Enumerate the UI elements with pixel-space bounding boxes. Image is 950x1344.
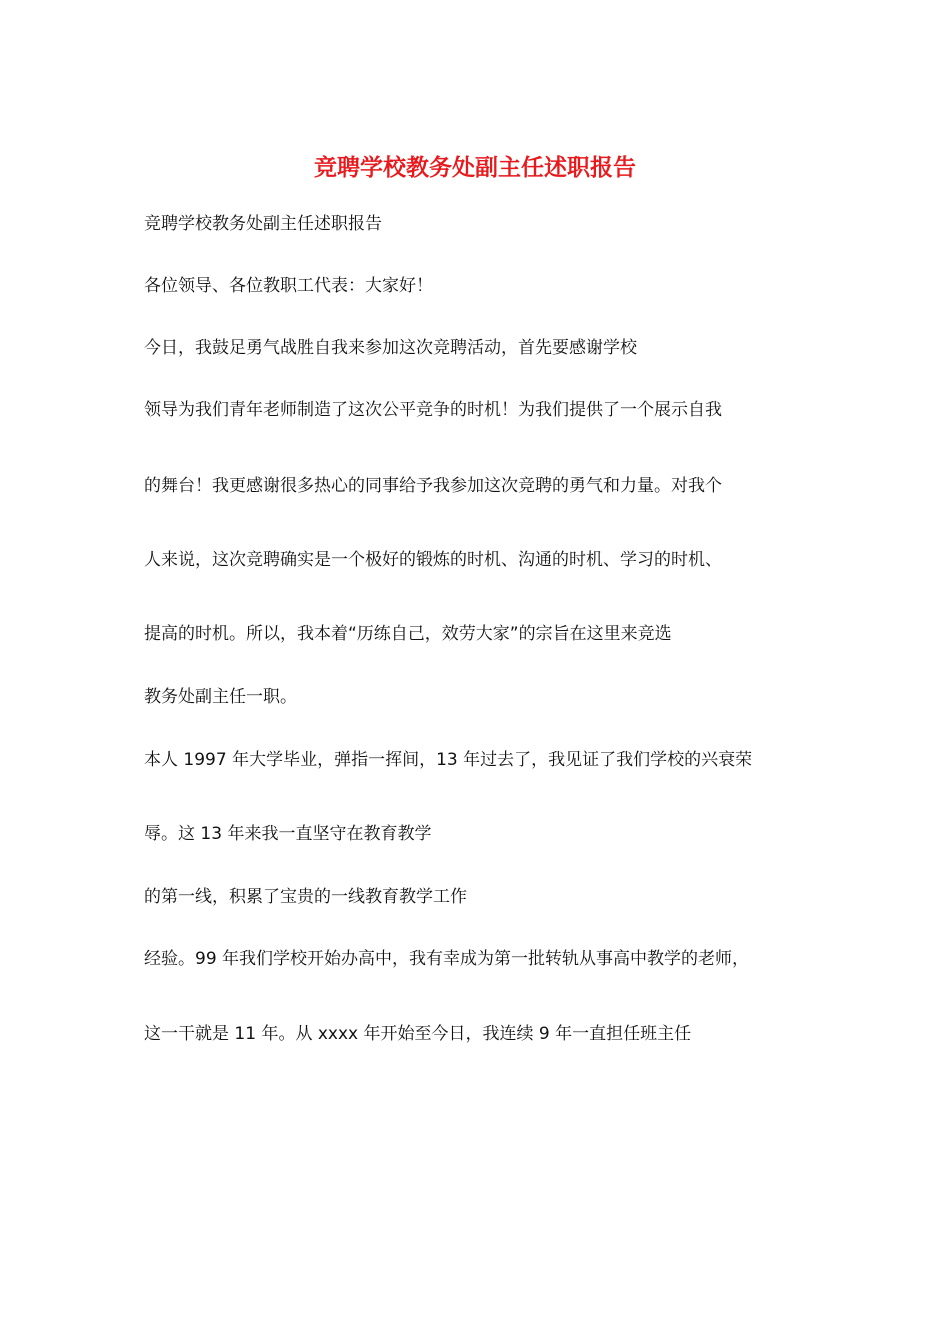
document-title: 竞聘学校教务处副主任述职报告 <box>314 154 636 181</box>
text-line: 领导为我们青年老师制造了这次公平竞争的时机！为我们提供了一个展示自我 <box>144 400 722 420</box>
text-line: 经验。99 年我们学校开始办高中，我有幸成为第一批转轨从事高中教学的老师， <box>144 949 750 969</box>
text-line: 本人 1997 年大学毕业，弹指一挥间，13 年过去了，我见证了我们学校的兴衰荣 <box>144 750 753 770</box>
text-line-subtitle: 竞聘学校教务处副主任述职报告 <box>144 214 382 234</box>
text-line-greeting: 各位领导、各位教职工代表：大家好！ <box>144 276 433 296</box>
text-line: 今日，我鼓足勇气战胜自我来参加这次竞聘活动，首先要感谢学校 <box>144 338 637 358</box>
text-line: 这一干就是 11 年。从 xxxx 年开始至今日，我连续 9 年一直担任班主任 <box>144 1024 692 1044</box>
text-line: 的第一线，积累了宝贵的一线教育教学工作 <box>144 887 467 907</box>
text-line: 的舞台！我更感谢很多热心的同事给予我参加这次竞聘的勇气和力量。对我个 <box>144 476 722 496</box>
text-line: 提高的时机。所以，我本着“历练自己，效劳大家”的宗旨在这里来竞选 <box>144 624 672 644</box>
text-line: 人来说，这次竞聘确实是一个极好的锻炼的时机、沟通的时机、学习的时机、 <box>144 550 722 570</box>
text-line: 辱。这 13 年来我一直坚守在教育教学 <box>144 824 432 844</box>
text-line: 教务处副主任一职。 <box>144 687 297 707</box>
